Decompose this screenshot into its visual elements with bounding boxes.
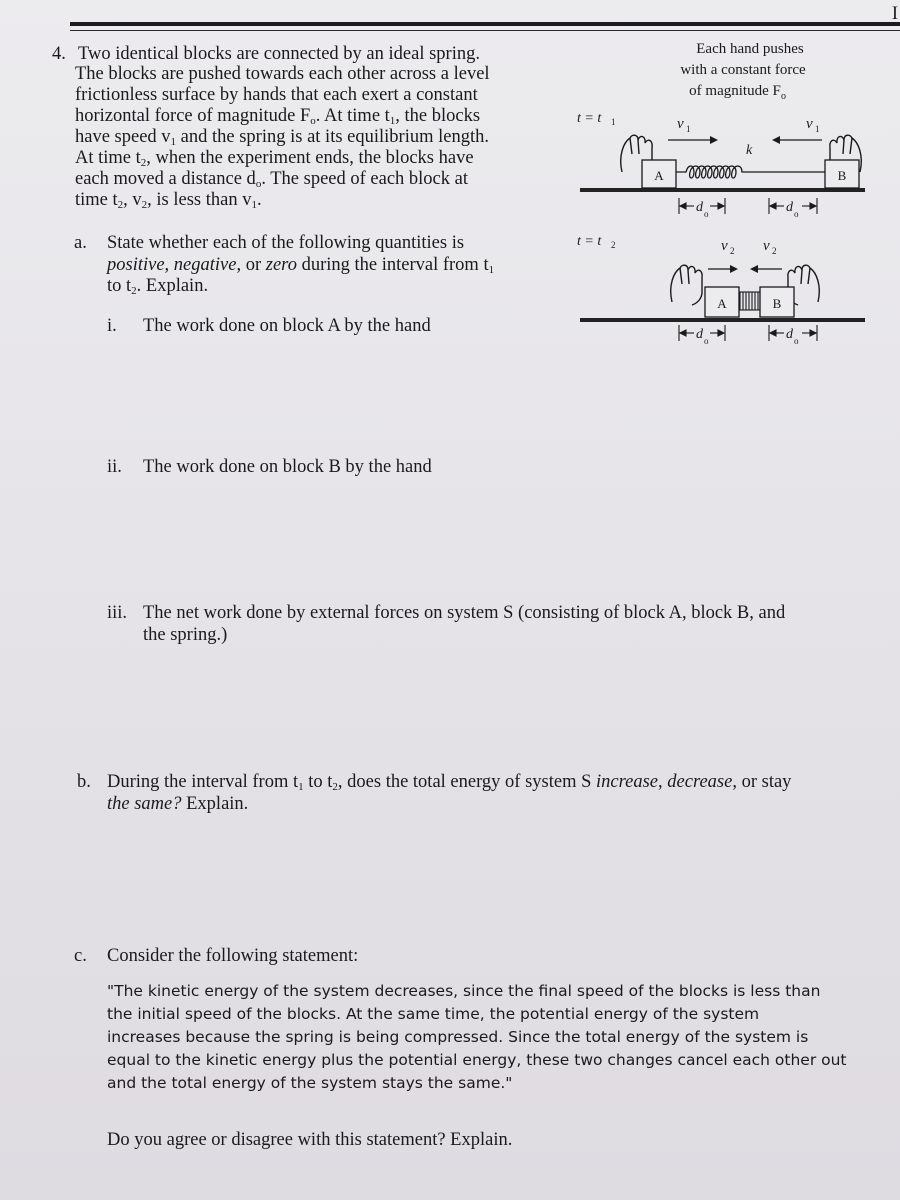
- blocks-spring-diagram: [560, 30, 900, 360]
- intro-line-1: Two identical blocks are connected by an ideal spring.: [78, 44, 480, 64]
- item-i-number: i.: [107, 316, 117, 336]
- compressed-spring-t2: [740, 292, 760, 310]
- intro-line-8: time $t_2$, $v_2$, is less than $v_1$.: [75, 190, 262, 211]
- d-sub-right-t1: o: [794, 209, 799, 219]
- intro-line-5: have speed $v_1$ and the spring is at its equilibrium length.: [75, 127, 489, 148]
- caption-sub: o: [781, 91, 786, 102]
- t1-label: t = t: [577, 111, 602, 126]
- part-b-line-1: During the interval from $t_1$ to $t_2$, does the total energy of system S increase, decrease, or stay: [107, 772, 792, 793]
- floor-t1: [580, 188, 865, 192]
- part-b-line-2: the same? Explain.: [107, 794, 249, 814]
- v2-right-sub: 2: [772, 246, 777, 256]
- part-a-line-1: State whether each of the following quantities is: [107, 233, 465, 253]
- question-number: 4.: [52, 44, 66, 64]
- d-sub-left-t1: o: [704, 209, 709, 219]
- quote-line-2: the initial speed of the blocks. At the same time, the potential energy of the system: [107, 1005, 760, 1023]
- v2-left-sub: 2: [730, 246, 735, 256]
- sub-one: 1: [488, 264, 495, 276]
- block-b-label-t1: B: [837, 168, 847, 183]
- v1-left-sub: 1: [686, 124, 691, 134]
- caption-line-1: Each hand pushes: [696, 41, 804, 57]
- distance-marker-right-t2: [769, 325, 817, 341]
- v1-left-label: v: [677, 116, 684, 132]
- d-sub-left-t2: o: [704, 336, 709, 346]
- spring-k-label: k: [746, 143, 753, 158]
- caption-line-2: with a constant force: [680, 62, 806, 78]
- v1-right-sub: 1: [815, 124, 820, 134]
- part-a-letter: a.: [74, 233, 87, 253]
- caption-line-3: of magnitude F: [689, 83, 781, 99]
- part-a-line-2: positive, negative, or zero during the interval from $t_1$: [107, 255, 495, 276]
- part-c-question: Do you agree or disagree with this statement? Explain.: [107, 1130, 513, 1150]
- top-rule: [70, 22, 900, 26]
- d-label-right-t1: d: [786, 200, 793, 215]
- t1-sub: 1: [611, 117, 616, 127]
- spring-t1: [676, 166, 825, 178]
- v1-left-arrowhead: [710, 136, 718, 144]
- v2-right-label: v: [763, 238, 770, 254]
- block-a-label-t2: A: [717, 296, 727, 311]
- v1-right-arrowhead: [772, 136, 780, 144]
- item-ii-text: The work done on block B by the hand: [143, 457, 432, 477]
- item-iii-text-2: the spring.): [143, 625, 228, 645]
- intro-line-4: horizontal force of magnitude $F_o$. At time $t_1$, the blocks: [75, 106, 481, 127]
- floor-t2: [580, 318, 865, 322]
- t2-sub: 2: [611, 240, 616, 250]
- block-b-label-t2: B: [772, 296, 782, 311]
- page-marker: I: [891, 4, 898, 24]
- t2-label: t = t: [577, 234, 602, 249]
- diagram-svg: [560, 30, 900, 360]
- quote-line-1: "The kinetic energy of the system decreases, since the final speed of the blocks is less than: [107, 982, 821, 1000]
- intro-line-7: each moved a distance $d_o$. The speed of each block at: [75, 169, 468, 190]
- left-hand-icon-t2: [671, 265, 702, 305]
- item-iii-text: The net work done by external forces on system S (consisting of block A, block B, and: [143, 603, 786, 623]
- intro-line-6: At time $t_2$, when the experiment ends, the blocks have: [75, 148, 474, 169]
- quote-line-3: increases because the spring is being compressed. Since the total energy of the system is: [107, 1028, 809, 1046]
- part-c-intro: Consider the following statement:: [107, 946, 359, 966]
- quote-line-4: equal to the kinetic energy plus the potential energy, these two changes cancel each other out: [107, 1051, 847, 1069]
- part-c-letter: c.: [74, 946, 87, 966]
- v1-right-label: v: [806, 116, 813, 132]
- intro-line-2: The blocks are pushed towards each other across a level: [75, 64, 490, 84]
- part-a-line-3: to $t_2$. Explain.: [107, 276, 209, 297]
- quote-line-5: and the total energy of the system stays the same.": [107, 1074, 513, 1092]
- item-ii-number: ii.: [107, 457, 122, 477]
- intro-line-3: frictionless surface by hands that each exert a constant: [75, 85, 478, 105]
- part-b-letter: b.: [77, 772, 91, 792]
- v2-left-label: v: [721, 238, 728, 254]
- d-sub-right-t2: o: [794, 336, 799, 346]
- block-a-label-t1: A: [654, 168, 664, 183]
- d-label-right-t2: d: [786, 327, 793, 342]
- item-i-text: The work done on block A by the hand: [143, 316, 431, 336]
- d-label-left-t2: d: [696, 327, 703, 342]
- v2-right-arrowhead: [750, 265, 758, 273]
- item-iii-number: iii.: [107, 603, 128, 623]
- distance-marker-right-t1: [769, 198, 817, 214]
- d-label-left-t1: d: [696, 200, 703, 215]
- v2-left-arrowhead: [730, 265, 738, 273]
